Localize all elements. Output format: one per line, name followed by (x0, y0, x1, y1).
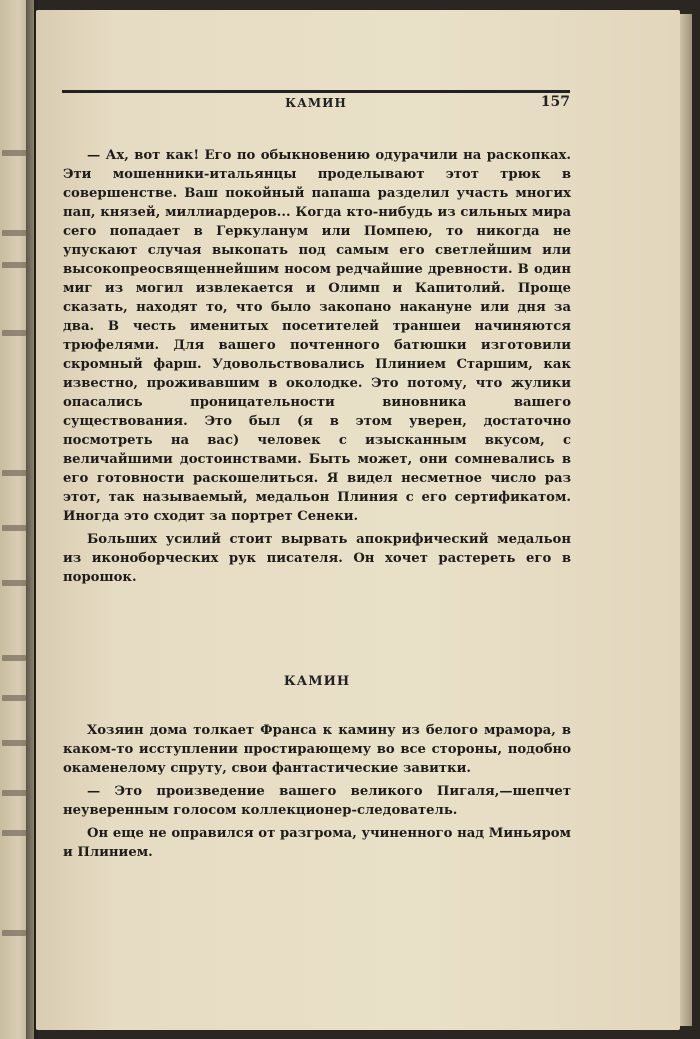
left-page-text-fragment (2, 150, 26, 156)
left-page-text-fragment (2, 230, 26, 236)
paragraph: Хозяин дома толкает Франса к камину из белого мрамора, в каком-то исступлении простирающему во все стороны, подобно окаменелому спруту, свои фантастические завитки. (63, 723, 571, 776)
left-page-text-fragment (2, 655, 26, 661)
left-page-text-fragment (2, 790, 26, 796)
left-page-text-fragment (2, 470, 26, 476)
running-head-rule (62, 90, 570, 93)
section-heading: КАМИН (283, 674, 351, 689)
paragraph: Больших усилий стоит вырвать апокрифический медальон из иконоборческих рук писателя. Он хочет растереть его в порошок. (63, 532, 571, 585)
book-page (36, 10, 680, 1030)
paragraph: Он еще не оправился от разгрома, учиненного над Миньяром и Плинием. (63, 826, 571, 860)
left-page-text-fragment (2, 830, 26, 836)
left-page-text-fragment (2, 580, 26, 586)
left-page-text-fragment (2, 930, 26, 936)
left-page-text-fragment (2, 695, 26, 701)
body-text-lower (63, 721, 571, 866)
left-page-text-fragment (2, 740, 26, 746)
body-text-upper (63, 146, 571, 591)
left-page-text-fragment (2, 262, 26, 268)
left-page-text-fragment (2, 330, 26, 336)
page-stack-edge (680, 14, 692, 1026)
left-page-text-fragment (2, 525, 26, 531)
paragraph: — Ах, вот как! Его по обыкновению одурачили на раскопках. Эти мошенники-итальянцы проделывают этот трюк в совершенстве. Ваш покойный папаша разделил участь многих пап, князей, миллиардеров... Когда кто-нибудь из сильных мира сего попадает в Геркуланум или Помпею, то никогда не упускают случая выкопать под самым его светлейшим или высокопреосвященнейшим носом редчайшие древности. В один миг из могил извлекается и Олимп и Капитолий. Проще сказать, находят то, что было закопано накануне или дня за два. В честь именитых посетителей траншеи начиняются трюфелями. Для вашего почтенного батюшки изготовили скромный фарш. Удовольствовались Плинием Старшим, как известно, проживавшим в околодке. Это потому, что жулики опасались проницательности виновника вашего существования. Это был (я в этом уверен, достаточно посмотреть на вас) человек с изысканным вкусом, с величайшими достоинствами. Быть может, они сомневались в его готовности раскошелиться. Я видел несметное число раз этот, так называемый, медальон Плиния с его сертификатом. Иногда это сходит за портрет Сенеки. (63, 148, 571, 524)
page-number: 157 (540, 94, 570, 110)
running-head-title: КАМИН (285, 96, 347, 110)
running-head (62, 90, 570, 114)
paragraph: — Это произведение вашего великого Пигаля,—шепчет неуверенным голосом коллекционер-следователь. (63, 784, 571, 818)
